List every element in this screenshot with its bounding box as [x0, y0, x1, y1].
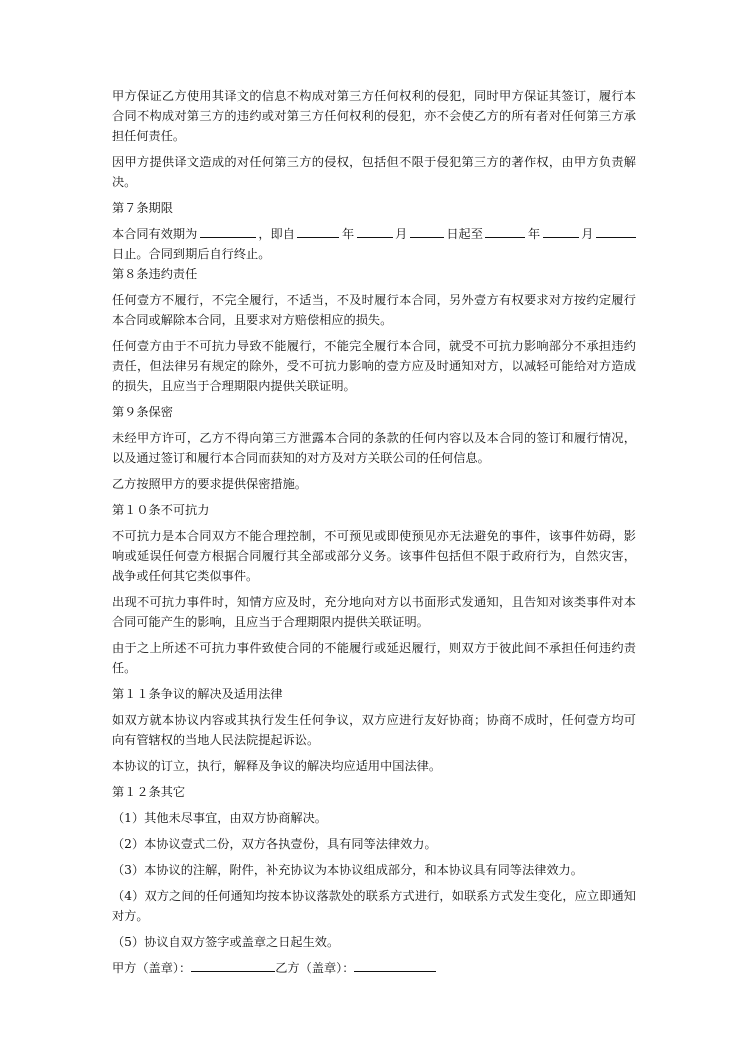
article-7-title: 第７条期限 [112, 201, 173, 215]
list-item: （1）其他未尽事宜，由双方协商解决。 [112, 811, 327, 825]
party-b-seal-blank [354, 958, 436, 972]
paragraph-governing-law: 本协议的订立，执行，解释及争议的解决均应适用中国法律。 [112, 759, 442, 773]
term-year: 年 [341, 227, 355, 241]
term-month: 月 [395, 227, 408, 241]
paragraph-force-majeure-exemption: 由于之上所述不可抗力事件致使合同的不能履行或延迟履行，则双方于彼此间不承担任何违约责任。 [112, 641, 636, 675]
list-item: （4）双方之间的任何通知均按本协议落款处的联系方式进行，如联系方式发生变化，应立即通知对方。 [112, 889, 636, 923]
paragraph-force-majeure-notice: 出现不可抗力事件时，知情方应及时，充分地向对方以书面形式发通知，且告知对该类事件对本合同可能产生的影响，且应当于合理期限内提供关联证明。 [112, 595, 636, 629]
start-day-blank [410, 224, 444, 238]
signature-line [112, 958, 636, 978]
start-month-blank [357, 224, 393, 238]
end-year-blank [485, 224, 525, 238]
end-day-blank [596, 224, 636, 238]
list-item: （3）本协议的注解，附件，补充协议为本协议组成部分，和本协议具有同等法律效力。 [112, 863, 583, 877]
paragraph-force-majeure-liability: 任何壹方由于不可抗力导致不能履行，不能完全履行本合同，就受不可抗力影响部分不承担违约责任，但法律另有规定的除外，受不可抗力影响的壹方应及时通知对方，以减轻可能给对方造成的损失，且应当于合理期限内提供关联证明。 [112, 339, 636, 393]
article-9-title: 第９条保密 [112, 405, 173, 419]
list-item: （2）本协议壹式二份，双方各执壹份，具有同等法律效力。 [112, 837, 437, 851]
term-duration-blank [200, 224, 256, 238]
paragraph-breach: 任何壹方不履行，不完全履行，不适当，不及时履行本合同，另外壹方有权要求对方按约定履行本合同或解除本合同，且要求对方赔偿相应的损失。 [112, 293, 636, 327]
party-a-label: 甲方（盖章）： [112, 961, 192, 975]
article-11-title: 第１１条争议的解决及适用法律 [112, 687, 283, 701]
term-mid: ，即自 [258, 227, 295, 241]
paragraph-force-majeure-definition: 不可抗力是本合同双方不能合理控制，不可预见或即使预见亦无法避免的事件，该事件妨碍，影响或延误任何壹方根据合同履行其全部或部分义务。该事件包括但不限于政府行为，自然灾害，战争或任何其它类似事件。 [112, 529, 636, 583]
article-8-title: 第８条违约责任 [112, 267, 198, 281]
article-12-title: 第１２条其它 [112, 785, 186, 799]
term-month2: 月 [581, 227, 594, 241]
term-year2: 年 [527, 227, 541, 241]
term-prefix: 本合同有效期为 [112, 227, 198, 241]
start-year-blank [297, 224, 339, 238]
end-month-blank [543, 224, 579, 238]
party-b-label: 乙方（盖章）： [275, 961, 355, 975]
term-end: 日止。合同到期后自行终止。 [112, 247, 271, 261]
term-from: 日起至 [446, 227, 483, 241]
paragraph-warranty: 甲方保证乙方使用其译文的信息不构成对第三方任何权利的侵犯，同时甲方保证其签订，履行本合同不构成对第三方的违约或对第三方任何权利的侵犯，亦不会使乙方的所有者对任何第三方承担任何责任。 [112, 89, 636, 143]
party-a-seal-blank [191, 958, 275, 972]
term-line [112, 224, 636, 244]
paragraph-infringement: 因甲方提供译文造成的对任何第三方的侵权，包括但不限于侵犯第三方的著作权，由甲方负责解决。 [112, 155, 636, 189]
document-body [112, 86, 636, 978]
list-item: （5）协议自双方签字或盖章之日起生效。 [112, 935, 340, 949]
paragraph-confidentiality-measures: 乙方按照甲方的要求提供保密措施。 [112, 477, 307, 491]
article-10-title: 第１０条不可抗力 [112, 503, 210, 517]
paragraph-confidentiality: 未经甲方许可，乙方不得向第三方泄露本合同的条款的任何内容以及本合同的签订和履行情况，以及通过签订和履行本合同而获知的对方及对方关联公司的任何信息。 [112, 431, 636, 465]
paragraph-dispute: 如双方就本协议内容或其执行发生任何争议，双方应进行友好协商；协商不成时，任何壹方均可向有管辖权的当地人民法院提起诉讼。 [112, 713, 636, 747]
